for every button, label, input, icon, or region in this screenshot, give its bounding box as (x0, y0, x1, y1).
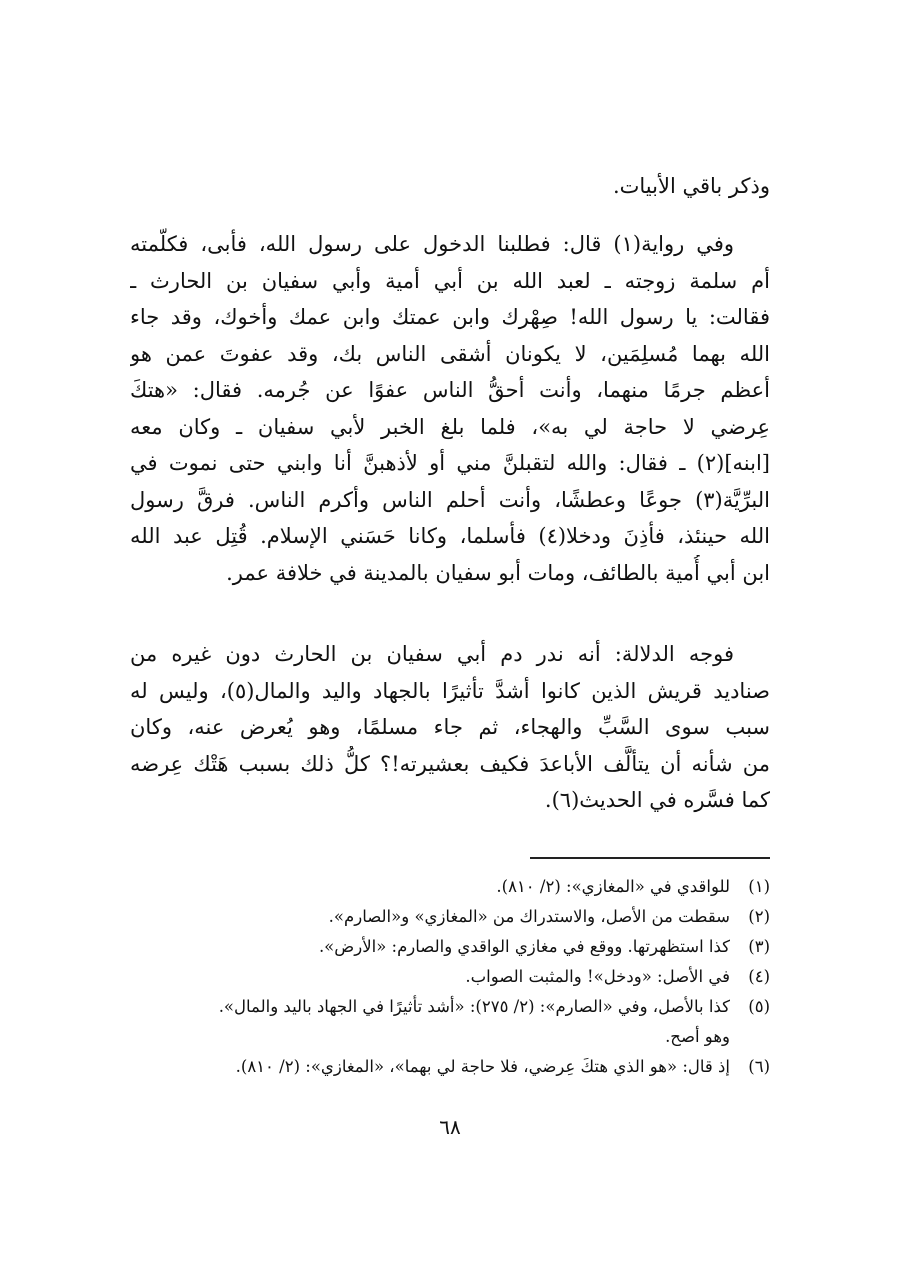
paragraph-line: أم سلمة زوجته ـ لعبد الله بن أبي أمية وأبي سفيان بن الحارث ـ (130, 268, 770, 293)
footnote-text: إذ قال: «هو الذي هتكَ عِرضي، فلا حاجة لي بهما»، «المغازي»: (٢/ ٨١٠). (235, 1057, 730, 1076)
paragraph-line: فقالت: يا رسول الله! صِهْرك وابن عمتك وابن عمك وأخوك، وقد جاء (130, 305, 770, 329)
intro-line: وذكر باقي الأبيات. (612, 174, 770, 198)
paragraph-line: الله بهما مُسلِمَين، لا يكونان أشقى الناس بك، وقد عفوتَ عمن هو (130, 341, 770, 366)
paragraph-line: وفي رواية(١) قال: فطلبنا الدخول على رسول الله، فأبى، فكلّمته (130, 232, 734, 256)
footnote-item (130, 902, 770, 932)
footnote-text: في الأصل: «ودخل»! والمثبت الصواب. (465, 967, 730, 986)
paragraph-line: من شأنه أن يتألَّف الأباعدَ فكيف بعشيرته!؟ كلُّ ذلك بسبب هَتْك عِرضه (130, 751, 770, 776)
paragraph-line: كما فسَّره في الحديث(٦). (544, 788, 770, 812)
paragraph-line: عِرضي لا حاجة لي به»، فلما بلغ الخبر لأبي سفيان ـ وكان معه (130, 414, 770, 439)
paragraph-argument (130, 636, 770, 819)
footnote-number: (٤) (748, 967, 770, 986)
paragraph-line: سبب سوى السَّبِّ والهجاء، ثم جاء مسلمًا، وهو يُعرض عنه، وكان (130, 715, 770, 739)
footnote-item (130, 992, 770, 1022)
footnote-number: (٦) (748, 1057, 770, 1076)
footnote-item (130, 1052, 770, 1082)
paragraph-line: أعظم جرمًا منهما، وأنت أحقُّ الناس عفوًا عن جُرمه. فقال: «هتكَ (130, 378, 770, 402)
footnote-text: كذا بالأصل، وفي «الصارم»: (٢/ ٢٧٥): «أشد تأثيرًا في الجهاد باليد والمال». (218, 997, 730, 1016)
footnote-number: (٥) (748, 997, 770, 1016)
paragraph-narration (130, 226, 770, 591)
paragraph-line: الله حينئذ، فأذِنَ ودخلا(٤) فأسلما، وكانا حَسَني الإسلام. قُتِل عبد الله (130, 524, 770, 548)
paragraph-line: البرِّيَّة(٣) جوعًا وعطشًا، وأنت أحلم الناس وأكرم الناس. فرقَّ رسول (130, 487, 770, 512)
paragraph-line: ابن أبي أُمية بالطائف، ومات أبو سفيان بالمدينة في خلافة عمر. (226, 560, 770, 585)
footnote-text: للواقدي في «المغازي»: (٢/ ٨١٠). (496, 877, 730, 896)
footnote-text: سقطت من الأصل، والاستدراك من «المغازي» و«الصارم». (328, 907, 730, 926)
footnote-continuation: وهو أصح. (665, 1027, 730, 1046)
footnote-number: (٢) (748, 907, 770, 926)
paragraph-line: فوجه الدلالة: أنه ندر دم أبي سفيان بن الحارث دون غيره من (130, 642, 734, 666)
footnote-number: (١) (748, 877, 770, 896)
page-number: ٦٨ (439, 1115, 461, 1139)
footnote-number: (٣) (748, 937, 770, 956)
paragraph-line: [ابنه](٢) ـ فقال: والله لتقبلنَّ مني أو لأذهبنَّ أنا وابني حتى نموت في (130, 451, 770, 475)
footnote-item (130, 932, 770, 962)
footnotes (130, 872, 770, 1082)
footnote-text: كذا استظهرتها. ووقع في مغازي الواقدي والصارم: «الأرض». (318, 937, 730, 956)
footnote-item (130, 962, 770, 992)
paragraph-line: صناديد قريش الذين كانوا أشدَّ تأثيرًا بالجهاد واليد والمال(٥)، وليس له (130, 678, 770, 703)
footnote-separator (530, 857, 770, 859)
footnote-item (130, 872, 770, 902)
